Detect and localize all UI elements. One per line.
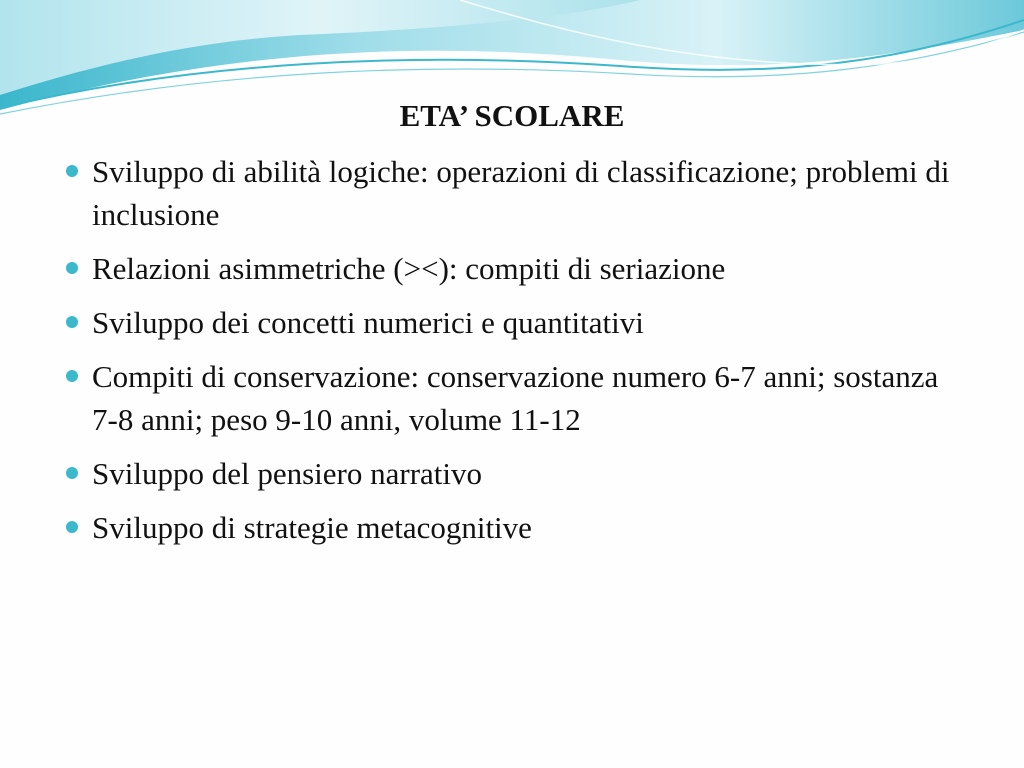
bullet-item bbox=[62, 506, 962, 549]
bullet-dot-icon bbox=[66, 467, 78, 479]
bullet-text: Sviluppo dei concetti numerici e quantitativi bbox=[92, 305, 644, 340]
bullet-item bbox=[62, 150, 962, 236]
bullet-dot-icon bbox=[66, 370, 78, 382]
bullet-text: Compiti di conservazione: conservazione numero 6-7 anni; sostanza 7-8 anni; peso 9-10 anni, volume 11-12 bbox=[92, 359, 939, 437]
bullet-item bbox=[62, 301, 962, 344]
bullet-dot-icon bbox=[66, 262, 78, 274]
bullet-dot-icon bbox=[66, 316, 78, 328]
bullet-dot-icon bbox=[66, 165, 78, 177]
bullet-text: Sviluppo di abilità logiche: operazioni di classificazione; problemi di inclusione bbox=[92, 154, 950, 232]
bullet-text: Sviluppo di strategie metacognitive bbox=[92, 510, 532, 545]
bullet-item bbox=[62, 452, 962, 495]
bullet-text: Relazioni asimmetriche (><): compiti di seriazione bbox=[92, 251, 726, 286]
bullet-list bbox=[62, 150, 962, 560]
slide-title: ETA’ SCOLARE bbox=[399, 98, 625, 133]
bullet-dot-icon bbox=[66, 521, 78, 533]
bullet-item bbox=[62, 247, 962, 290]
bullet-text: Sviluppo del pensiero narrativo bbox=[92, 456, 482, 491]
bullet-item bbox=[62, 355, 962, 441]
